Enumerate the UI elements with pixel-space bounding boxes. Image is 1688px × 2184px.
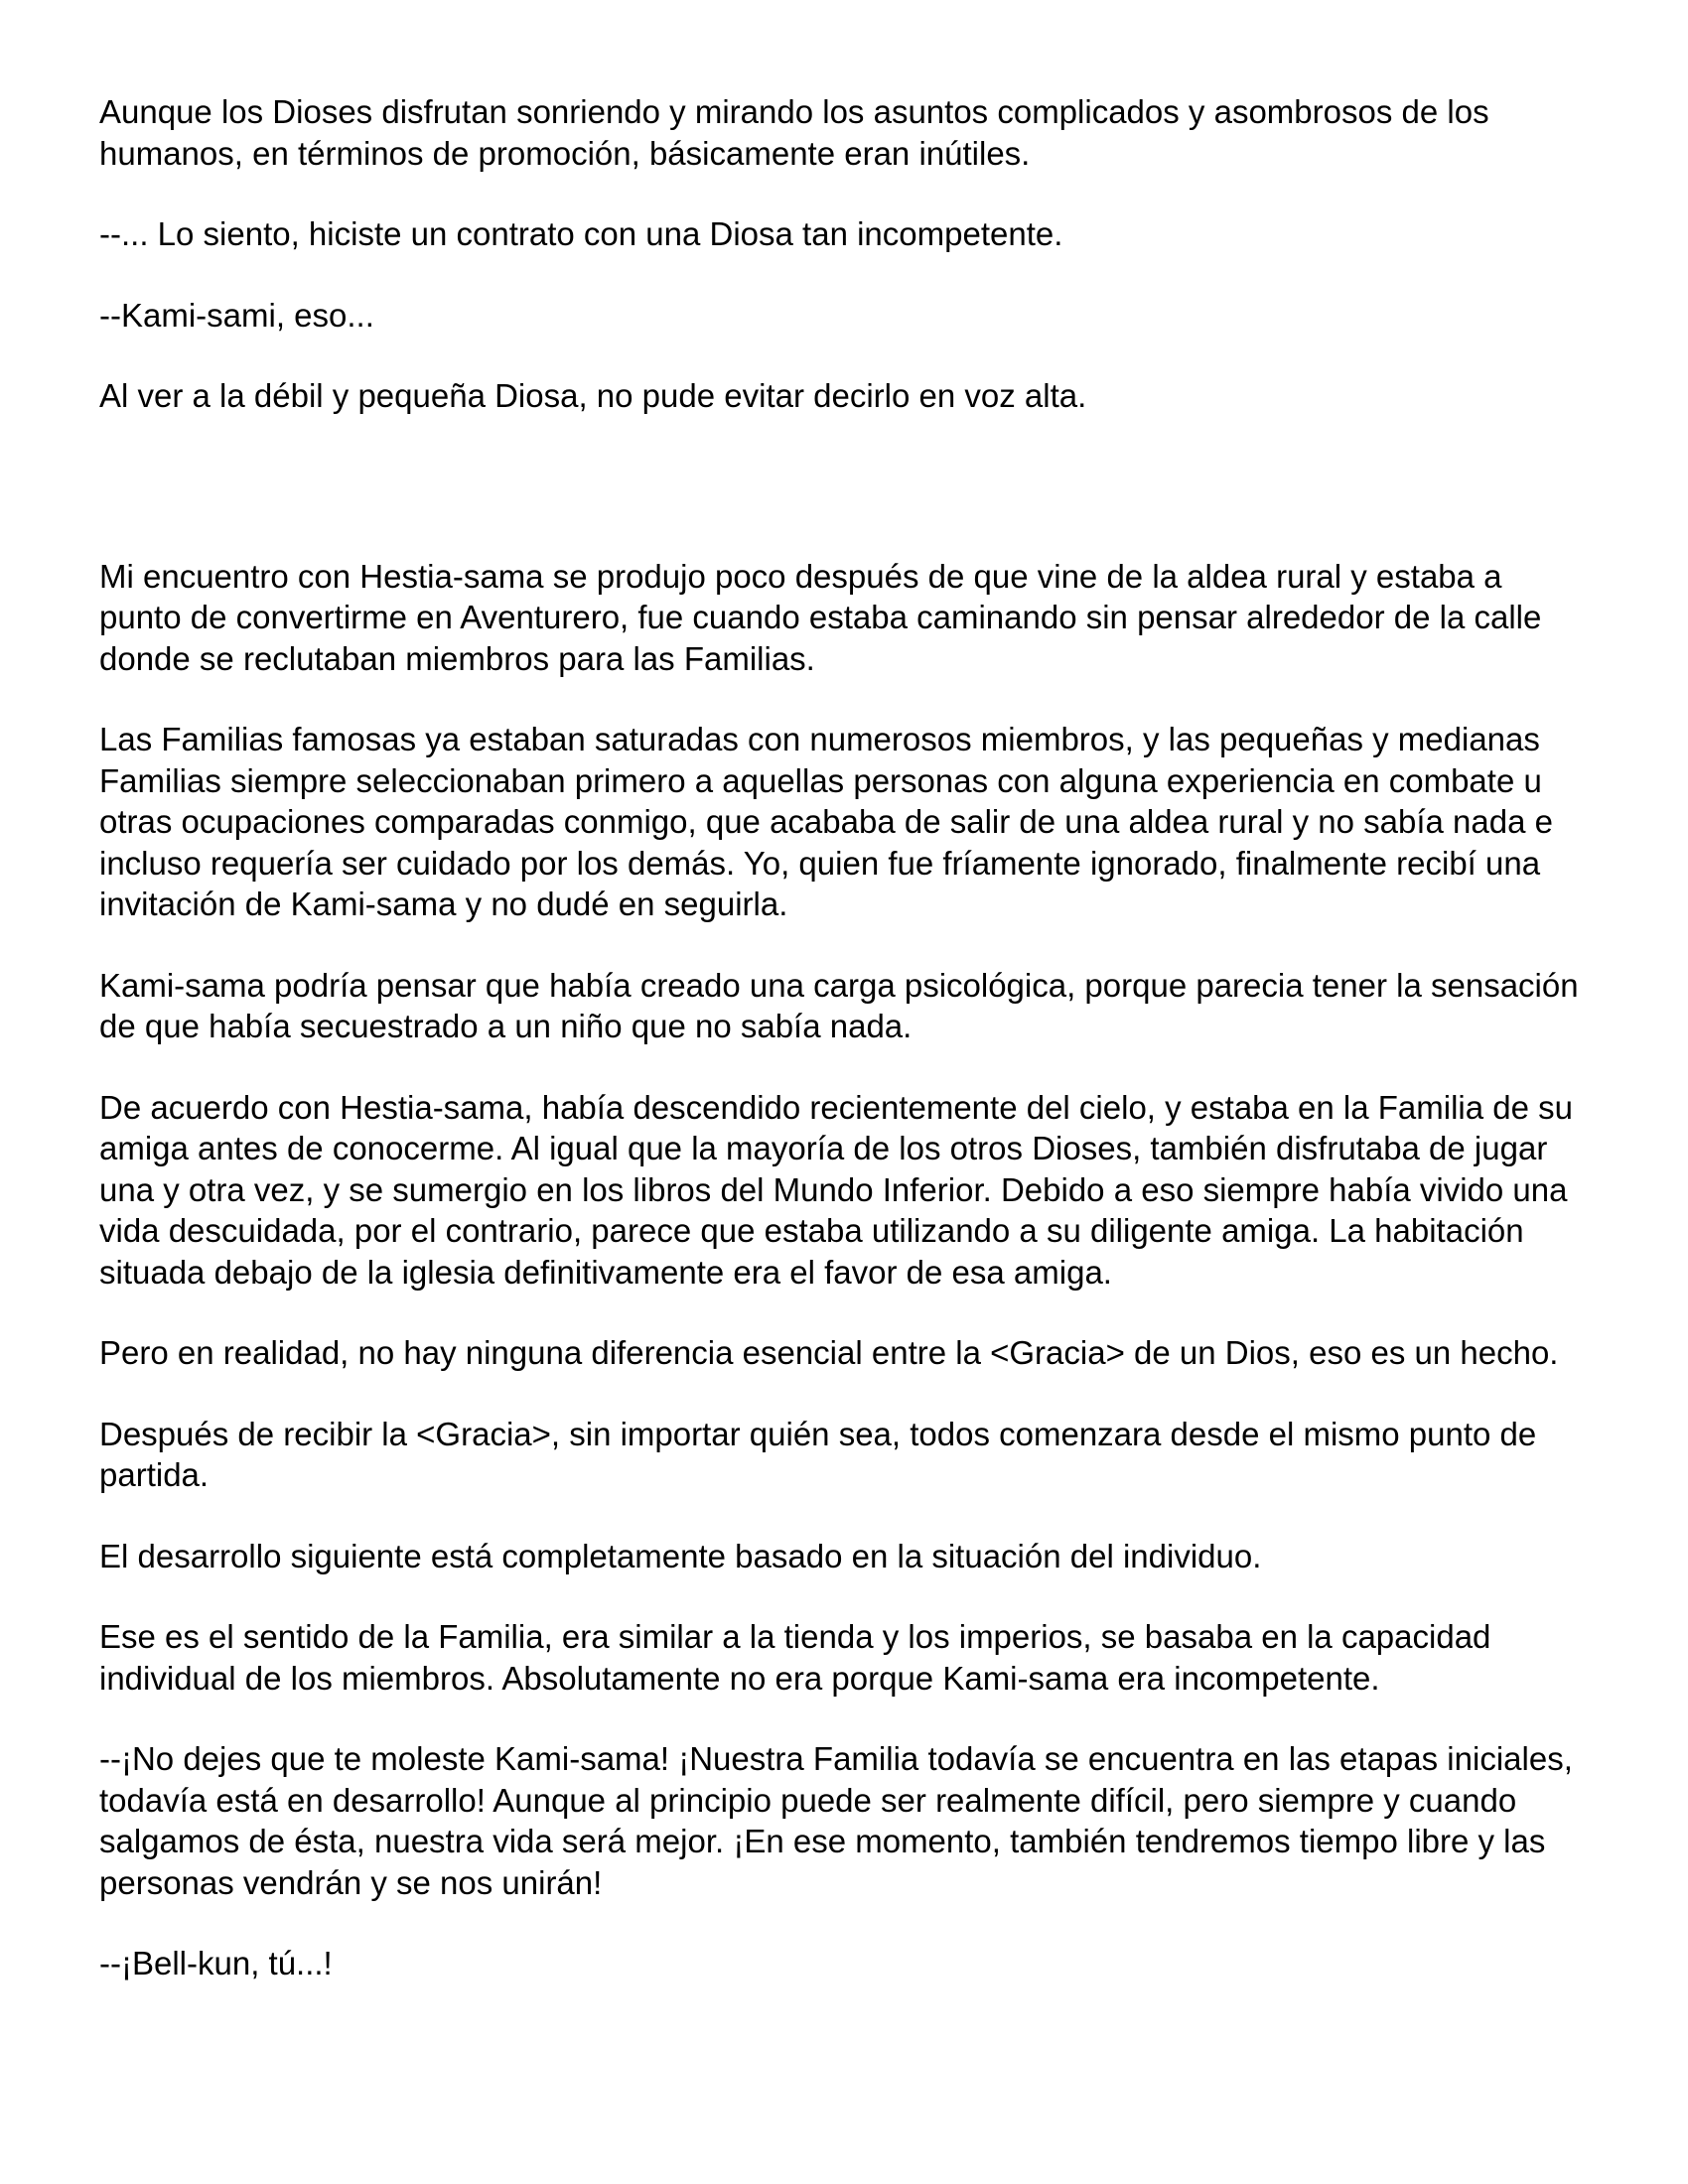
dialogue-line: --Kami-sami, eso... — [99, 296, 374, 334]
paragraph: Mi encuentro con Hestia-sama se produjo poco después de que vine de la aldea rural y estaba a punto de convertirme en Aventurero, fue cuando estaba caminando sin pensar alrededor de la calle donde se reclutaban miembros para las Familias. — [99, 557, 1542, 677]
paragraph: El desarrollo siguiente está completamente basado en la situación del individuo. — [99, 1537, 1262, 1574]
paragraph: Después de recibir la <Gracia>, sin importar quién sea, todos comenzara desde el mismo punto de partida. — [99, 1415, 1537, 1493]
paragraph: Aunque los Dioses disfrutan sonriendo y mirando los asuntos complicados y asombrosos de los humanos, en términos de promoción, básicamente eran inútiles. — [99, 93, 1489, 172]
paragraph: Kami-sama podría pensar que había creado una carga psicológica, porque parecia tener la sensación de que había secuestrado a un niño que no sabía nada. — [99, 966, 1579, 1044]
scene-break-spacer — [99, 457, 1589, 556]
dialogue-line: --... Lo siento, hiciste un contrato con una Diosa tan incompetente. — [99, 215, 1063, 252]
paragraph: Pero en realidad, no hay ninguna diferencia esencial entre la <Gracia> de un Dios, eso es un hecho. — [99, 1334, 1559, 1371]
paragraph: Las Familias famosas ya estaban saturadas con numerosos miembros, y las pequeñas y medianas Familias siempre seleccionaban primero a aquellas personas con alguna experiencia en combate u otras ocupaciones comparadas conmigo, que acababa de salir de una aldea rural y no sabía nada e incluso requería ser cuidado por los demás. Yo, quien fue fríamente ignorado, finalmente recibí una invitación de Kami-sama y no dudé en seguirla. — [99, 721, 1553, 922]
dialogue-line: --¡No dejes que te moleste Kami-sama! ¡Nuestra Familia todavía se encuentra en las etapas iniciales, todavía está en desarrollo! Aunque al principio puede ser realmente difícil, pero siempre y cuando salgamos de ésta, nuestra vida será mejor. ¡En ese momento, también tendremos tiempo libre y las personas vendrán y se nos unirán! — [99, 1740, 1573, 1901]
dialogue-line: --¡Bell-kun, tú...! — [99, 1945, 333, 1981]
paragraph: Ese es el sentido de la Familia, era similar a la tienda y los imperios, se basaba en la capacidad individual de los miembros. Absolutamente no era porque Kami-sama era incompetente. — [99, 1618, 1491, 1697]
paragraph: Al ver a la débil y pequeña Diosa, no pude evitar decirlo en voz alta. — [99, 377, 1087, 414]
paragraph: De acuerdo con Hestia-sama, había descendido recientemente del cielo, y estaba en la Familia de su amiga antes de conocerme. Al igual que la mayoría de los otros Dioses, también disfrutaba de jugar una y otra vez, y se sumergio en los libros del Mundo Inferior. Debido a eso siempre había vivido una vida descuidada, por el contrario, parece que estaba utilizando a su diligente amiga. La habitación situada debajo de la iglesia definitivamente era el favor de esa amiga. — [99, 1088, 1574, 1291]
